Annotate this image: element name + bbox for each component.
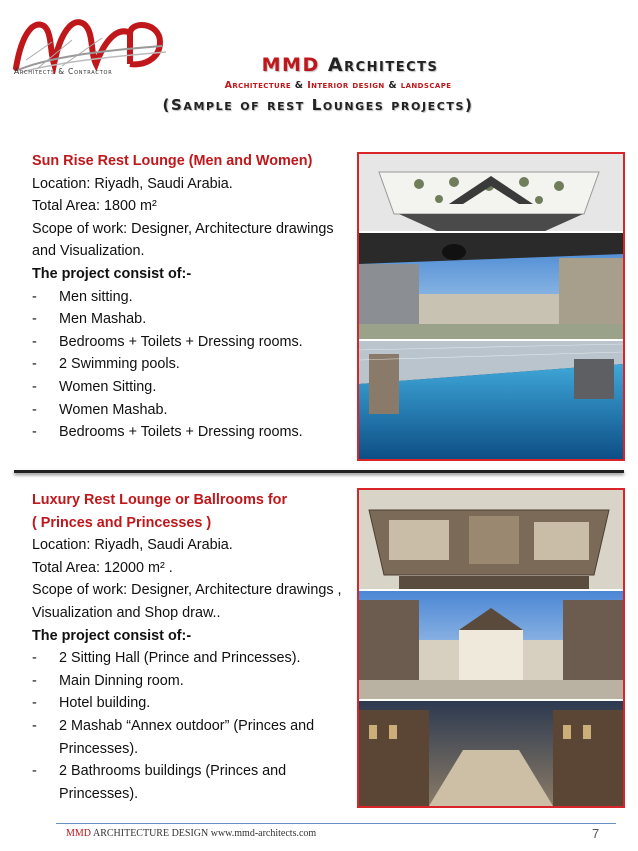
list-item <box>32 647 354 670</box>
project-1-area: Total Area: 1800 m² <box>32 198 157 215</box>
list-item-text: Men Mashab. <box>59 311 147 328</box>
subtitle-landscape: landscape <box>400 80 452 91</box>
project-1-title: Sun Rise Rest Lounge (Men and Women) <box>32 153 313 169</box>
list-item <box>32 760 354 805</box>
project-1-render-illustration <box>359 154 623 459</box>
list-marker: - <box>32 288 37 305</box>
project-2-title-line-2: ( Princes and Princesses ) <box>32 514 212 531</box>
project-1-description <box>32 150 354 444</box>
list-item <box>32 308 354 331</box>
list-marker: - <box>32 763 37 780</box>
list-item <box>32 376 354 399</box>
project-1-location: Location: Riyadh, Saudi Arabia. <box>32 175 233 192</box>
list-marker: - <box>32 695 37 712</box>
list-item <box>32 399 354 422</box>
section-divider <box>14 470 624 473</box>
list-item-text: 2 Sitting Hall (Prince and Princesses). <box>59 650 301 667</box>
project-1-consist-heading: The project consist of:- <box>32 265 192 282</box>
project-2-description <box>32 489 354 805</box>
list-item-text: Women Sitting. <box>59 378 157 395</box>
subtitle-ampersand-2: & <box>388 80 398 91</box>
list-item <box>32 715 354 760</box>
list-item-text: Main Dinning room. <box>59 672 184 689</box>
list-marker: - <box>32 650 37 667</box>
list-item-text: Bedrooms + Toilets + Dressing rooms. <box>59 424 303 441</box>
page-number: 7 <box>592 826 600 841</box>
list-item <box>32 331 354 354</box>
project-2-location: Location: Riyadh, Saudi Arabia. <box>32 537 233 554</box>
list-item-text: Women Mashab. <box>59 401 168 418</box>
list-item-text: 2 Swimming pools. <box>59 356 180 373</box>
project-2-render-illustration <box>359 490 623 806</box>
list-marker: - <box>32 311 37 328</box>
list-item <box>32 286 354 309</box>
mmd-logo-mark <box>12 12 172 74</box>
list-marker: - <box>32 333 37 350</box>
list-item-text: 2 Mashab “Annex outdoor” (Princes and Princesses). <box>59 717 315 757</box>
project-1-renderings <box>357 152 625 461</box>
company-name <box>200 54 500 76</box>
project-2-area: Total Area: 12000 m² . <box>32 559 173 576</box>
project-2-title-line-1: Luxury Rest Lounge or Ballrooms for <box>32 492 288 508</box>
services-subtitle <box>178 80 498 91</box>
project-2-scope: Scope of work: Designer, Architecture drawings , Visualization and Shop draw.. <box>32 582 342 621</box>
list-item-text: 2 Bathrooms buildings (Princes and Princesses). <box>59 763 287 802</box>
footer-brand: MMD <box>66 828 92 839</box>
list-marker: - <box>32 378 37 395</box>
list-marker: - <box>32 672 37 689</box>
list-marker: - <box>32 717 37 734</box>
footer-rule <box>56 823 616 824</box>
subtitle-architecture: Architecture <box>224 80 292 91</box>
project-2-items <box>32 647 354 805</box>
list-item-text: Men sitting. <box>59 288 133 305</box>
list-marker: - <box>32 356 37 373</box>
company-name-rest: Architects <box>327 54 439 76</box>
footer-website: ARCHITECTURE DESIGN www.mmd-architects.com <box>92 828 317 839</box>
list-marker: - <box>32 401 37 418</box>
list-item-text: Hotel building. <box>59 695 151 712</box>
logo-caption: Architects & Contractor <box>14 67 113 76</box>
section-heading: (Sample of rest Lounges projects) <box>162 96 474 114</box>
project-1-scope: Scope of work: Designer, Architecture drawings and Visualization. <box>32 220 334 260</box>
list-item <box>32 421 354 444</box>
project-2-renderings <box>357 488 625 808</box>
list-item <box>32 353 354 376</box>
company-brand: MMD <box>261 54 320 76</box>
subtitle-interior: Interior design <box>307 80 385 91</box>
project-1-items <box>32 286 354 444</box>
footer-text <box>66 828 316 839</box>
list-item <box>32 692 354 715</box>
list-marker: - <box>32 424 37 441</box>
list-item-text: Bedrooms + Toilets + Dressing rooms. <box>59 333 303 350</box>
subtitle-ampersand-1: & <box>294 80 304 91</box>
list-item <box>32 670 354 693</box>
project-2-consist-heading: The project consist of:- <box>32 627 192 644</box>
